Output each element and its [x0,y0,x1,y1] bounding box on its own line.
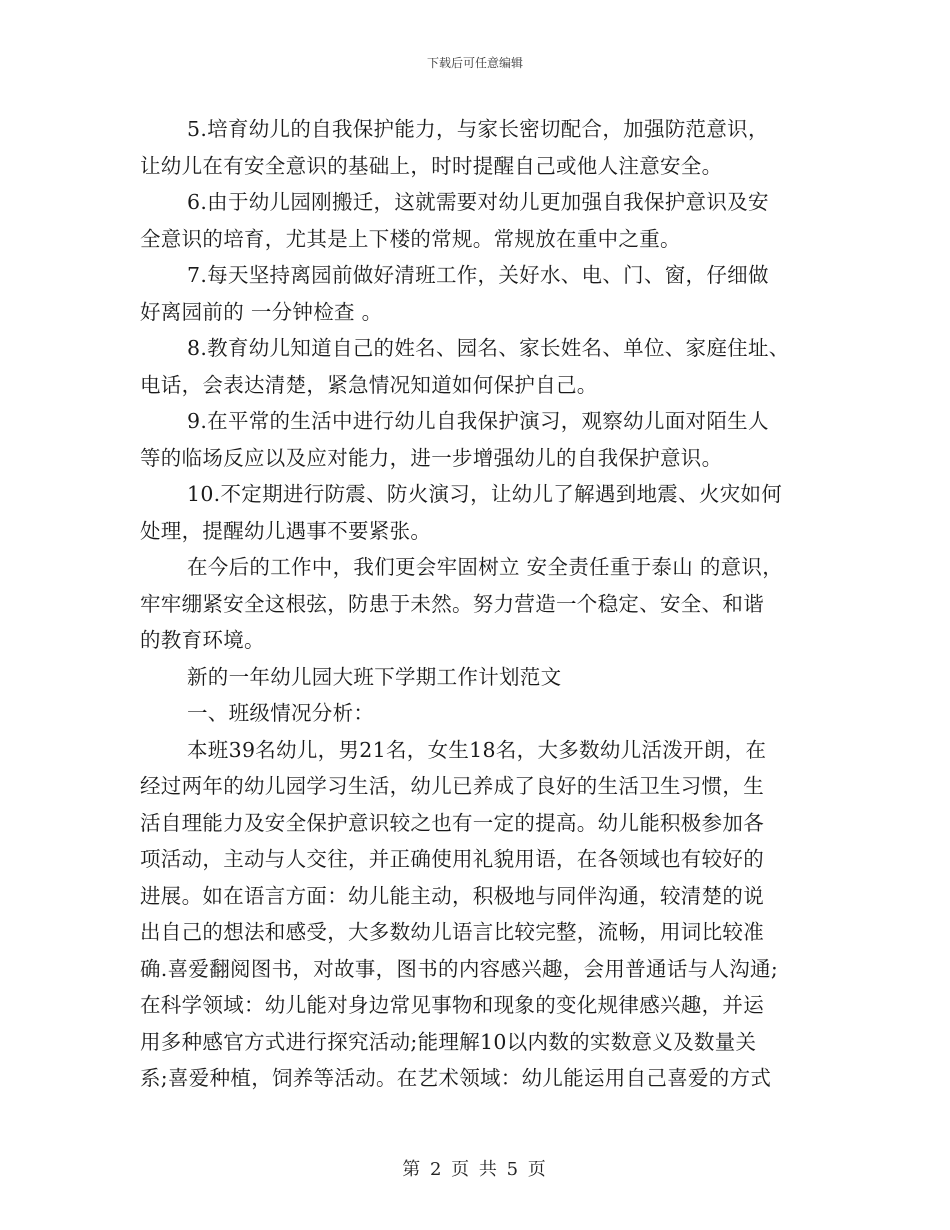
text-line: 电话，会表达清楚，紧急情况知道如何保护自己。 [140,372,598,397]
text-line: 9.在平常的生活中进行幼儿自我保护演习，观察幼儿面对陌生人 [187,409,769,433]
text-line: 好离园前的 一分钟检查 。 [140,299,383,324]
text-line: 在科学领域：幼儿能对身边常见事物和现象的变化规律感兴趣，并运 [140,993,764,1017]
text-line: 等的临场反应以及应对能力，进一步增强幼儿的自我保护意识。 [140,445,723,470]
text-line: 牢牢绷紧安全这根弦，防患于未然。努力营造一个稳定、安全、和谐 [140,591,764,616]
text-line: 出自己的想法和感受，大多数幼儿语言比较完整，流畅，用词比较准 [140,920,764,944]
text-line: 用多种感官方式进行探究活动;能理解10以内数的实数意义及数量关 [140,1029,757,1054]
text-line: 一、班级情况分析： [187,701,375,725]
text-line: 全意识的培育，尤其是上下楼的常规。常规放在重中之重。 [140,226,681,251]
page-number: 第 2 页 共 5 页 [402,1159,548,1180]
text-line: 让幼儿在有安全意识的基础上，时时提醒自己或他人注意安全。 [140,153,723,178]
text-line: 进展。如在语言方面：幼儿能主动，积极地与同伴沟通，较清楚的说 [140,883,764,908]
text-line: 10.不定期进行防震、防火演习，让幼儿了解遇到地震、火灾如何 [187,482,783,506]
text-line: 项活动，主动与人交往，并正确使用礼貌用语，在各领域也有较好的 [140,847,764,871]
text-line: 5.培育幼儿的自我保护能力，与家长密切配合，加强防范意识， [187,117,769,141]
text-line: 7.每天坚持离园前做好清班工作，关好水、电、门、窗，仔细做 [187,263,769,287]
text-line: 本班39名幼儿，男21名，女生18名，大多数幼儿活泼开朗，在 [187,737,767,762]
document-body [140,111,812,1097]
text-line: 8.教育幼儿知道自己的姓名、园名、家长姓名、单位、家庭住址、 [187,336,790,360]
text-line: 的教育环境。 [140,628,265,652]
text-line: 系;喜爱种植，饲养等活动。在艺术领域：幼儿能运用自己喜爱的方式 [140,1066,772,1090]
text-line: 处理，提醒幼儿遇事不要紧张。 [140,518,432,543]
text-line: 活自理能力及安全保护意识较之也有一定的提高。幼儿能积极参加各 [140,810,764,835]
text-line: 在今后的工作中，我们更会牢固树立 安全责任重于泰山 的意识， [187,555,784,579]
text-line: 6.由于幼儿园刚搬迁，这就需要对幼儿更加强自我保护意识及安 [187,190,769,214]
text-line: 新的一年幼儿园大班下学期工作计划范文 [187,664,562,689]
text-line: 经过两年的幼儿园学习生活，幼儿已养成了良好的生活卫生习惯，生 [140,774,764,798]
header-note: 下载后可任意编辑 [426,56,523,70]
text-line: 确.喜爱翻阅图书，对故事，图书的内容感兴趣，会用普通话与人沟通; [140,956,779,981]
